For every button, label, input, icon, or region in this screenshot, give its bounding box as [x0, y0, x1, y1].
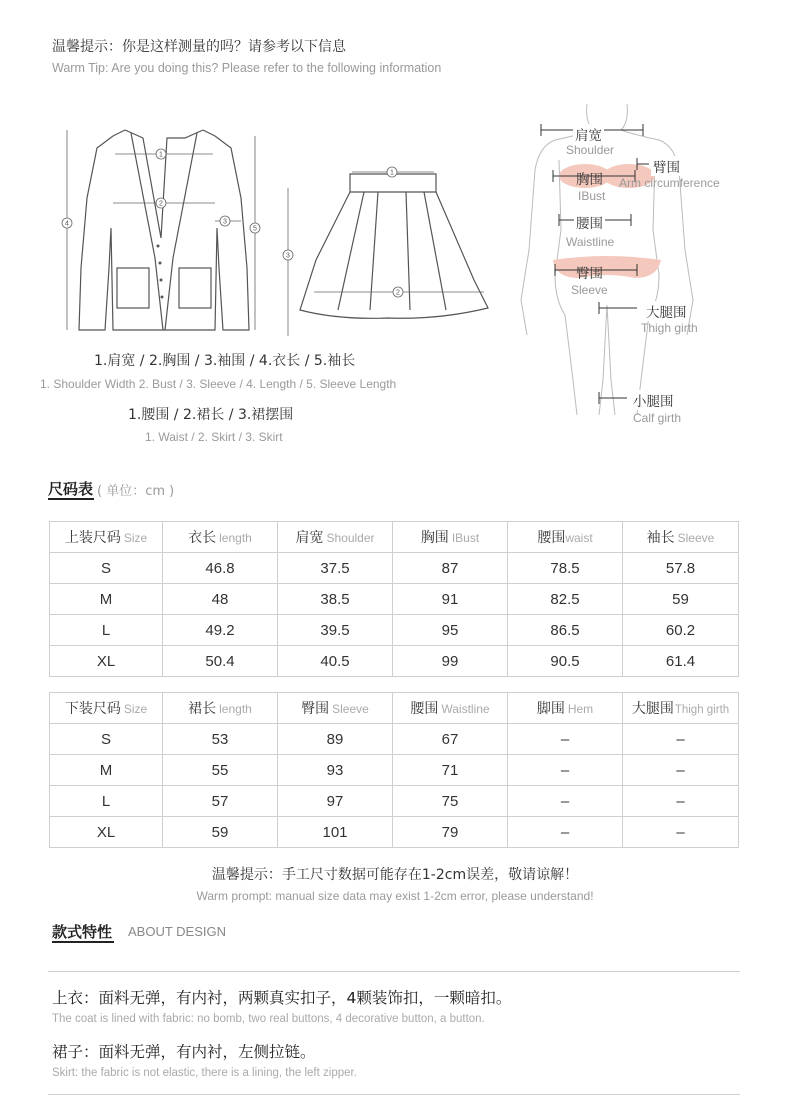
header-cell: 裙长 length — [163, 693, 278, 724]
table-row — [50, 724, 739, 755]
header-cell: 臀围 Sleeve — [278, 693, 393, 724]
cardigan-label-4: 4 — [65, 220, 69, 228]
table-cell: – — [508, 755, 623, 786]
header-cell: 脚围 Hem — [508, 693, 623, 724]
table-cell: 59 — [163, 817, 278, 848]
table-cell: 71 — [393, 755, 508, 786]
size-chart-title: 尺码表 — [48, 480, 94, 498]
cardigan-caption-en: 1. Shoulder Width 2. Bust / 3. Sleeve / 4. Length / 5. Sleeve Length — [40, 377, 397, 391]
body-shoulder-en: Shoulder — [566, 143, 615, 157]
table-cell: 59 — [623, 584, 739, 615]
table-cell: 86.5 — [508, 615, 623, 646]
tip-cn: 温馨提示：你是这样测量的吗？请参考以下信息 — [52, 39, 346, 55]
header-cell: 下装尺码 Size — [50, 693, 163, 724]
table-cell: 48 — [163, 584, 278, 615]
skirt-caption-cn: 1.腰围 / 2.裙长 / 3.裙摆围 — [128, 407, 294, 423]
table-cell: 101 — [278, 817, 393, 848]
body-thigh-en: Thigh girth — [641, 321, 698, 335]
body-waist-en: Waistline — [566, 235, 615, 249]
header-cell: 上装尺码 Size — [50, 522, 163, 553]
table-row — [50, 615, 739, 646]
body-hip-en: Sleeve — [571, 283, 608, 297]
skirt-diagram — [278, 160, 503, 340]
size-cell: M — [50, 755, 163, 786]
table-cell: – — [623, 755, 739, 786]
table-cell: 95 — [393, 615, 508, 646]
table-cell: 93 — [278, 755, 393, 786]
body-calf-cn: 小腿围 — [631, 390, 676, 410]
size-cell: XL — [50, 646, 163, 677]
design-item-skirt-cn: 裙子：面料无弹，有内衬，左侧拉链。 — [52, 1043, 316, 1061]
cardigan-label-3: 3 — [223, 218, 227, 226]
table-cell: 91 — [393, 584, 508, 615]
header-cell: 袖长 Sleeve — [623, 522, 739, 553]
size-cell: XL — [50, 817, 163, 848]
warning-cn: 温馨提示：手工尺寸数据可能存在1-2cm误差，敬请谅解！ — [211, 867, 579, 883]
table-cell: 79 — [393, 817, 508, 848]
table-cell: – — [623, 786, 739, 817]
skirt-label-3: 3 — [286, 252, 290, 260]
body-diagram — [515, 100, 715, 425]
table-cell: 87 — [393, 553, 508, 584]
table-cell: – — [623, 817, 739, 848]
table-row — [50, 755, 739, 786]
table-cell: 61.4 — [623, 646, 739, 677]
design-subtitle: ABOUT DESIGN — [128, 924, 227, 939]
tip-en: Warm Tip: Are you doing this? Please refer to the following information — [52, 61, 442, 75]
table-cell: 57.8 — [623, 553, 739, 584]
size-cell: S — [50, 553, 163, 584]
divider — [48, 1094, 740, 1095]
table-header-row — [50, 693, 739, 724]
table-cell: 60.2 — [623, 615, 739, 646]
table-cell: 38.5 — [278, 584, 393, 615]
table-header-row — [50, 522, 739, 553]
table-cell: 50.4 — [163, 646, 278, 677]
table-cell: 46.8 — [163, 553, 278, 584]
header-cell: 大腿围Thigh girth — [623, 693, 739, 724]
skirt-label-2: 2 — [396, 289, 400, 297]
header-cell: 肩宽 Shoulder — [278, 522, 393, 553]
divider — [48, 971, 740, 972]
table-cell: 82.5 — [508, 584, 623, 615]
bottom-size-table — [49, 692, 739, 848]
body-thigh-cn: 大腿围 — [644, 301, 689, 321]
table-cell: 97 — [278, 786, 393, 817]
table-row — [50, 553, 739, 584]
body-hip-cn: 臀围 — [576, 266, 603, 282]
design-title-underline — [52, 941, 114, 943]
table-cell: 89 — [278, 724, 393, 755]
body-bust-cn: 胸围 — [576, 172, 603, 188]
cardigan-label-5: 5 — [253, 225, 257, 233]
header-cell: 胸围 IBust — [393, 522, 508, 553]
design-item-coat-en: The coat is lined with fabric: no bomb, two real buttons, 4 decorative button, a button. — [52, 1013, 485, 1025]
table-cell: 78.5 — [508, 553, 623, 584]
design-title: 款式特性 — [52, 923, 113, 941]
table-cell: 90.5 — [508, 646, 623, 677]
cardigan-label-2: 2 — [159, 200, 163, 208]
header-cell: 衣长 length — [163, 522, 278, 553]
body-bust-en: IBust — [578, 189, 606, 203]
body-arm-en: Arm circumference — [619, 176, 720, 190]
top-size-table — [49, 521, 739, 677]
table-row — [50, 584, 739, 615]
cardigan-diagram — [55, 118, 275, 343]
size-chart-title-underline — [48, 498, 94, 500]
table-cell: 75 — [393, 786, 508, 817]
size-chart-unit: ( 单位：cm ) — [97, 484, 175, 499]
table-cell: 39.5 — [278, 615, 393, 646]
skirt-caption-en: 1. Waist / 2. Skirt / 3. Skirt — [145, 430, 283, 444]
table-cell: 49.2 — [163, 615, 278, 646]
size-cell: S — [50, 724, 163, 755]
table-cell: 67 — [393, 724, 508, 755]
table-cell: 55 — [163, 755, 278, 786]
table-row — [50, 786, 739, 817]
cardigan-label-1: 1 — [159, 151, 163, 159]
size-cell: L — [50, 786, 163, 817]
body-shoulder-cn: 肩宽 — [573, 124, 604, 144]
table-cell: 99 — [393, 646, 508, 677]
table-cell: – — [508, 724, 623, 755]
table-cell: – — [508, 786, 623, 817]
table-cell: – — [623, 724, 739, 755]
table-cell: 37.5 — [278, 553, 393, 584]
skirt-label-1: 1 — [390, 169, 394, 177]
body-arm-cn: 臂围 — [651, 156, 682, 176]
size-cell: L — [50, 615, 163, 646]
design-item-coat-cn: 上衣：面料无弹，有内衬，两颗真实扣子，4颗装饰扣，一颗暗扣。 — [52, 989, 512, 1007]
design-item-skirt-en: Skirt: the fabric is not elastic, there is a lining, the left zipper. — [52, 1067, 357, 1079]
size-cell: M — [50, 584, 163, 615]
header-cell: 腰围 Waistline — [393, 693, 508, 724]
cardigan-caption-cn: 1.肩宽 / 2.胸围 / 3.袖围 / 4.衣长 / 5.袖长 — [94, 353, 356, 369]
table-row — [50, 646, 739, 677]
body-calf-en: Calf girth — [633, 411, 682, 425]
table-cell: 40.5 — [278, 646, 393, 677]
table-row — [50, 817, 739, 848]
warning-en: Warm prompt: manual size data may exist 1-2cm error, please understand! — [196, 889, 594, 903]
table-cell: 57 — [163, 786, 278, 817]
table-cell: 53 — [163, 724, 278, 755]
table-cell: – — [508, 817, 623, 848]
body-waist-cn: 腰围 — [574, 212, 605, 232]
header-cell: 腰围waist — [508, 522, 623, 553]
